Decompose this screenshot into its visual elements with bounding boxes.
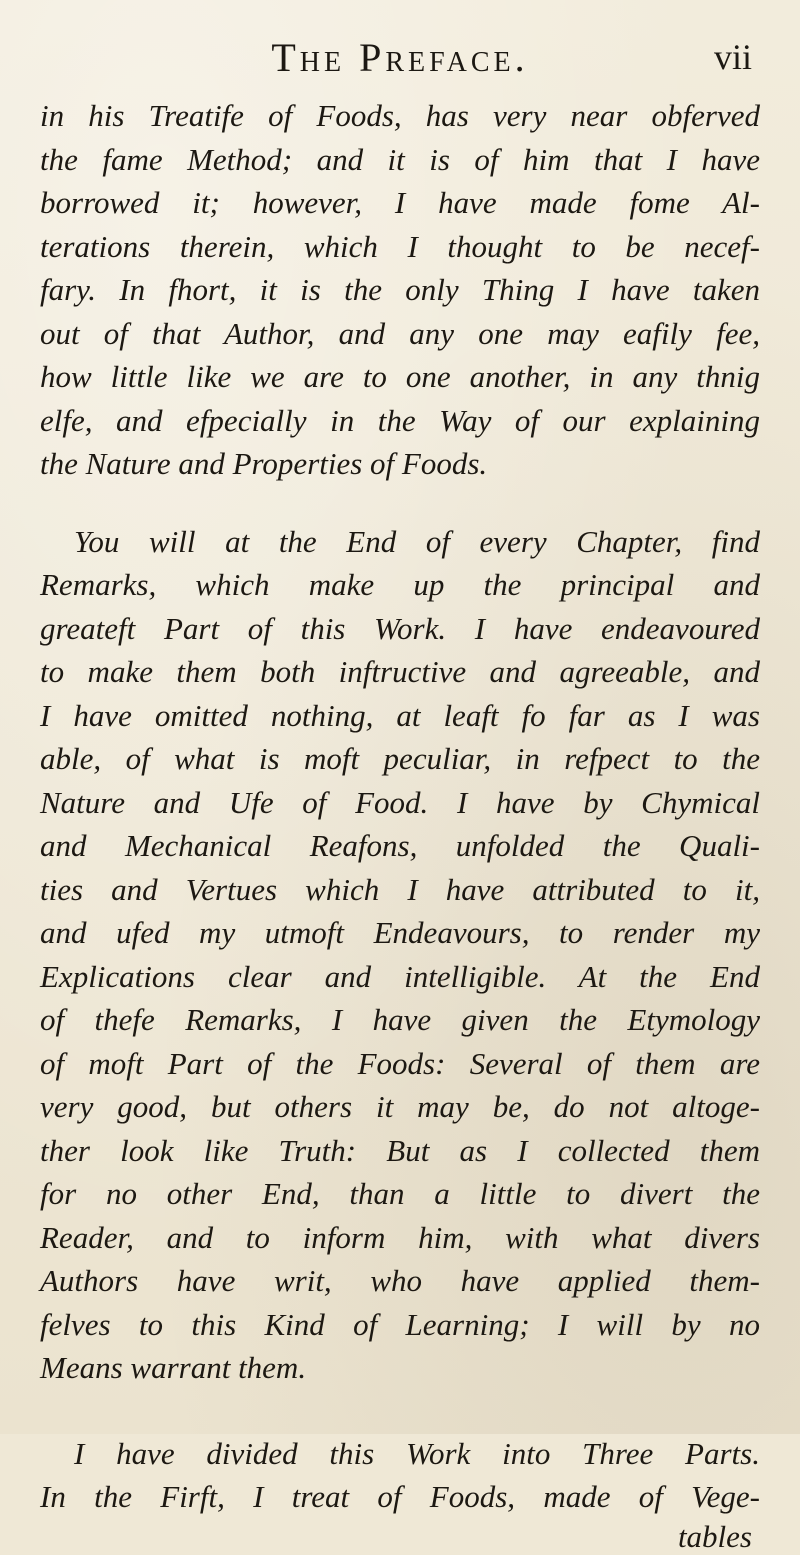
text-line: to make them both inftructive and agreeable, and (40, 654, 760, 689)
text-line: Remarks, which make up the principal and (40, 567, 760, 602)
paragraph-1 (40, 94, 760, 486)
running-title: The Preface. (271, 35, 529, 80)
text-line: Means warrant them. (40, 1350, 307, 1385)
text-line: In the Firft, I treat of Foods, made of Vege- (40, 1479, 760, 1514)
text-line: of moft Part of the Foods: Several of them are (40, 1045, 760, 1081)
text-line: You will at the End of every Chapter, find (74, 523, 760, 559)
text-line: ther look like Truth: But as I collected them (40, 1132, 760, 1168)
text-line: and Mechanical Reafons, unfolded the Quali- (40, 828, 760, 863)
text-line: borrowed it; however, I have made fome Al- (40, 185, 760, 220)
page-number: vii (713, 37, 752, 77)
text-line: I have divided this Work into Three Parts. (74, 1435, 760, 1471)
text-line: felves to this Kind of Learning; I will by no (40, 1306, 760, 1342)
text-line: and ufed my utmoft Endeavours, to render my (40, 915, 760, 950)
text-line: for no other End, than a little to divert the (40, 1176, 760, 1211)
text-line: the Nature and Properties of Foods. (40, 446, 488, 481)
text-line: Explications clear and intelligible. At the End (40, 958, 760, 994)
running-head (40, 22, 760, 86)
text-line: greateft Part of this Work. I have endeavoured (40, 610, 760, 646)
text-line: the fame Method; and it is of him that I have (40, 141, 760, 177)
text-line: fary. In fhort, it is the only Thing I have taken (40, 272, 760, 307)
text-line: out of that Author, and any one may eafily fee, (40, 315, 760, 351)
text-line: Reader, and to inform him, with what divers (40, 1219, 760, 1255)
body-text (40, 94, 760, 1519)
text-line: elfe, and efpecially in the Way of our explaining (40, 402, 760, 438)
text-line: able, of what is moft peculiar, in refpect to the (40, 741, 760, 776)
text-line: how little like we are to one another, in any thnig (40, 359, 760, 394)
text-line: very good, but others it may be, do not altoge- (40, 1089, 760, 1124)
text-line: in his Treatife of Foods, has very near obferved (40, 98, 760, 133)
text-line: Nature and Ufe of Food. I have by Chymical (40, 784, 760, 820)
text-line: terations therein, which I thought to be necef- (40, 228, 760, 264)
text-line: Authors have writ, who have applied them- (40, 1263, 760, 1298)
catchword: tables (677, 1518, 752, 1554)
paragraph-2 (40, 520, 760, 1390)
text-line: ties and Vertues which I have attributed to it, (40, 871, 760, 907)
text-line: I have omitted nothing, at leaft fo far as I was (40, 697, 760, 733)
text-line: of thefe Remarks, I have given the Etymology (40, 1002, 760, 1037)
paragraph-3 (40, 1432, 760, 1519)
